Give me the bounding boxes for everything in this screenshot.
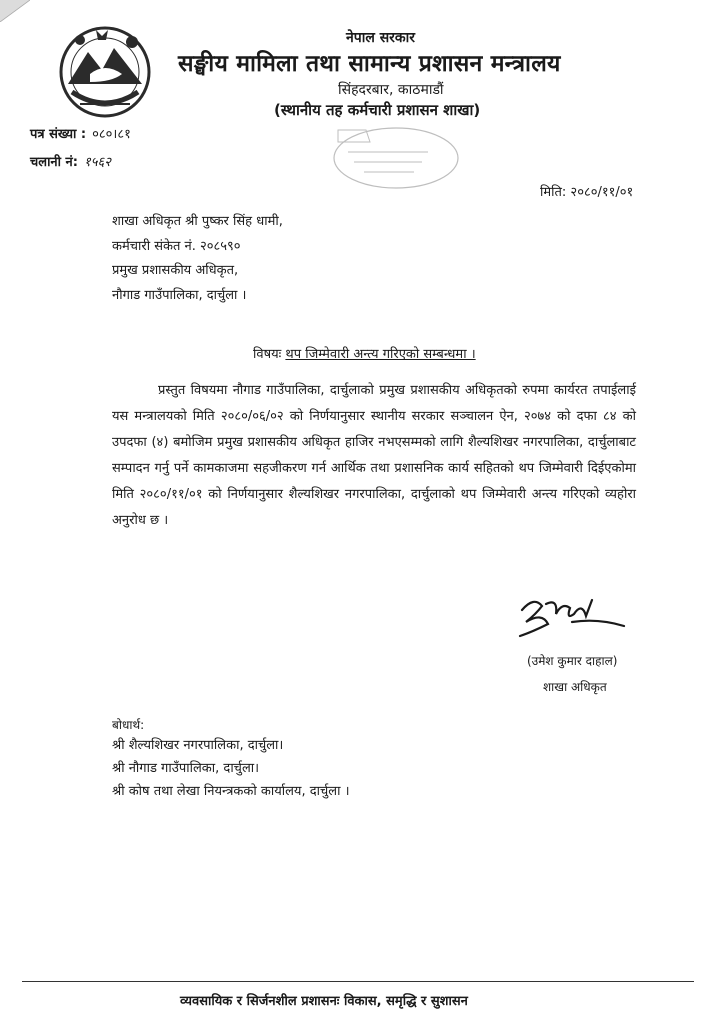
government-name: नेपाल सरकार: [346, 30, 416, 46]
ministry-name: सङ्घीय मामिला तथा सामान्य प्रशासन मन्त्रालय: [178, 51, 561, 77]
signatory-title: शाखा अधिकृत: [543, 680, 607, 694]
cc-label: बोधार्थ:: [112, 718, 145, 732]
addressee-line: शाखा अधिकृत श्री पुष्कर सिंह धामी,: [112, 214, 283, 229]
nepal-emblem-icon: [50, 22, 160, 120]
letter-number: [30, 124, 131, 142]
handwritten-signature-icon: [512, 592, 630, 644]
letter-body: [112, 378, 636, 534]
letter-number-value: ०८०।८१: [92, 127, 131, 142]
subject-line: [253, 344, 476, 362]
ministry-address: सिंहदरबार, काठमाडौं: [338, 82, 444, 98]
addressee-line: नौगाड गाउँपालिका, दार्चुला ।: [112, 287, 247, 303]
addressee-block: [112, 210, 283, 308]
addressee-line: प्रमुख प्रशासकीय अधिकृत,: [112, 263, 239, 278]
body-paragraph: प्रस्तुत विषयमा नौगाड गाउँपालिका, दार्चुलाको प्रमुख प्रशासकीय अधिकृतको रुपमा कार्यरत तपाईलाई यस मन्त्रालयको मिति २०८०/०६/०२ को निर्णयानुसार स्थानीय सरकार सञ्चालन ऐन, २०७४ को दफा ८४ को उपदफा (४) बमोजिम प्रमुख प्रशासकीय अधिकृत हाजिर नभएसम्मको लागि शैल्यशिखर नगरपालिका, दार्चुलाबाट सम्पादन गर्नु पर्ने कामकाजमा सहजीकरण गर्न आर्थिक तथा प्रशासनिक कार्य सहितको थप जिम्मेवारी दिईएकोमा मिति २०८०/११/०१ को निर्णयानुसार शैल्यशिखर नगरपालिका, दार्चुलाको थप जिम्मेवारी अन्त्य गरिएको व्यहोरा अनुरोध छ ।: [112, 383, 636, 528]
page-corner-fold: [0, 0, 30, 22]
dispatch-number: [30, 152, 111, 170]
dispatch-number-value: १५६२: [83, 155, 112, 170]
subject-text: थप जिम्मेवारी अन्त्य गरिएको सम्बन्धमा ।: [285, 347, 476, 362]
footer-motto: व्यवसायिक र सिर्जनशील प्रशासनः विकास, समृद्धि र सुशासन: [180, 994, 468, 1009]
footer-divider: [22, 981, 694, 982]
cc-list: [112, 734, 350, 803]
letter-number-label: पत्र संख्या :: [30, 127, 87, 142]
official-stamp-icon: [318, 122, 473, 192]
addressee-line: कर्मचारी संकेत नं. २०८५९०: [112, 238, 241, 254]
letter-date: मिति: २०८०/११/०१: [540, 185, 634, 200]
dispatch-number-label: चलानी नं:: [30, 155, 78, 170]
branch-name: (स्थानीय तह कर्मचारी प्रशासन शाखा): [274, 101, 481, 119]
cc-item: श्री शैल्यशिखर नगरपालिका, दार्चुला।: [112, 738, 284, 753]
cc-item: श्री कोष तथा लेखा नियन्त्रकको कार्यालय, दार्चुला ।: [112, 784, 350, 799]
subject-label: विषयः: [253, 347, 282, 362]
cc-item: श्री नौगाड गाउँपालिका, दार्चुला।: [112, 761, 260, 776]
signatory-name: (उमेश कुमार दाहाल): [527, 654, 618, 668]
